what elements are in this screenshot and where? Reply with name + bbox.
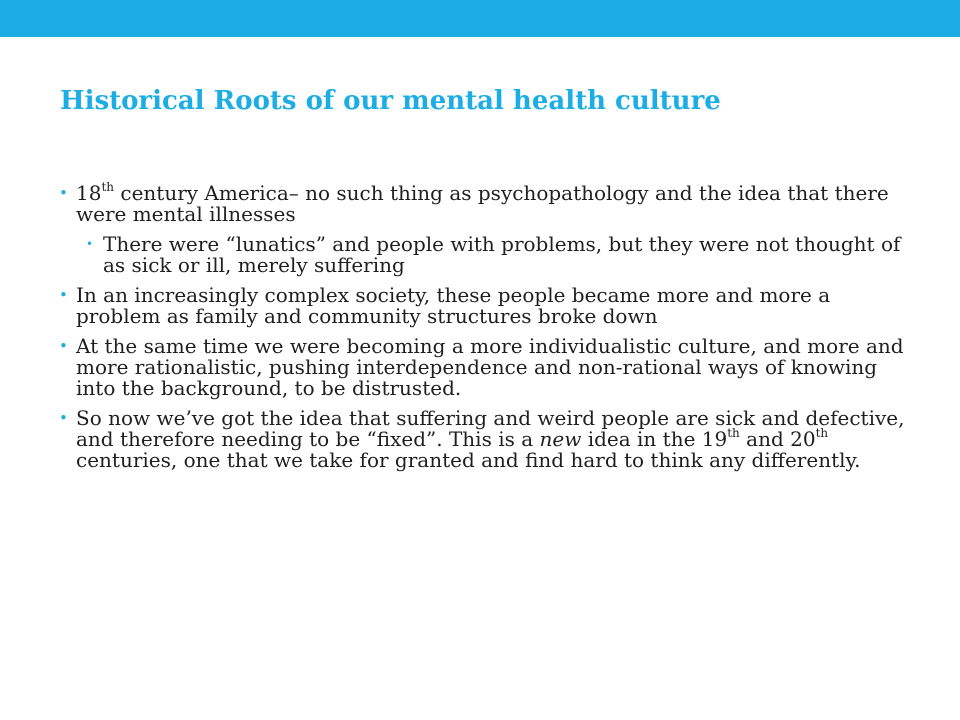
bullet-item: [56, 180, 906, 226]
slide-title: Historical Roots of our mental health culture: [60, 86, 721, 116]
bullet-dot-icon: •: [59, 286, 68, 304]
bullet-text: In an increasingly complex society, these people became more and more a problem as family and community structures broke down: [76, 283, 831, 328]
bullet-text: There were “lunatics” and people with problems, but they were not thought of as sick or ill, merely suffering: [103, 232, 901, 277]
bullet-item: [56, 408, 906, 471]
bullet-dot-icon: •: [86, 237, 94, 251]
bullet-item: [56, 285, 906, 327]
bullet-text: At the same time we were becoming a more individualistic culture, and more and more rationalistic, pushing interdependence and non-rational ways of knowing into the background, to be distrusted.: [76, 334, 904, 400]
bullet-text: centuries, one that we take for granted and find hard to think any differently.: [76, 448, 861, 472]
bullet-text: idea in the 19: [581, 427, 728, 451]
emphasis-text: new: [539, 427, 582, 451]
bullet-item: [56, 336, 906, 399]
bullet-dot-icon: •: [59, 337, 68, 355]
superscript: th: [727, 426, 740, 441]
bullet-text: So now we’ve got the idea that suffering and weird people are sick and defective, and therefore needing to be “fixed”. This is a: [76, 406, 905, 451]
superscript: th: [815, 426, 829, 441]
bullet-text: and 20: [739, 427, 816, 451]
sub-bullet-item: [84, 234, 906, 276]
bullet-dot-icon: •: [59, 409, 68, 427]
bullet-list: [56, 180, 906, 472]
bullet-text-number: 18: [76, 181, 102, 205]
slide-body: [56, 180, 906, 480]
superscript: th: [101, 180, 115, 195]
top-accent-bar: [0, 0, 960, 37]
bullet-text: century America– no such thing as psychopathology and the idea that there were mental illnesses: [76, 181, 889, 226]
bullet-dot-icon: •: [59, 184, 68, 202]
